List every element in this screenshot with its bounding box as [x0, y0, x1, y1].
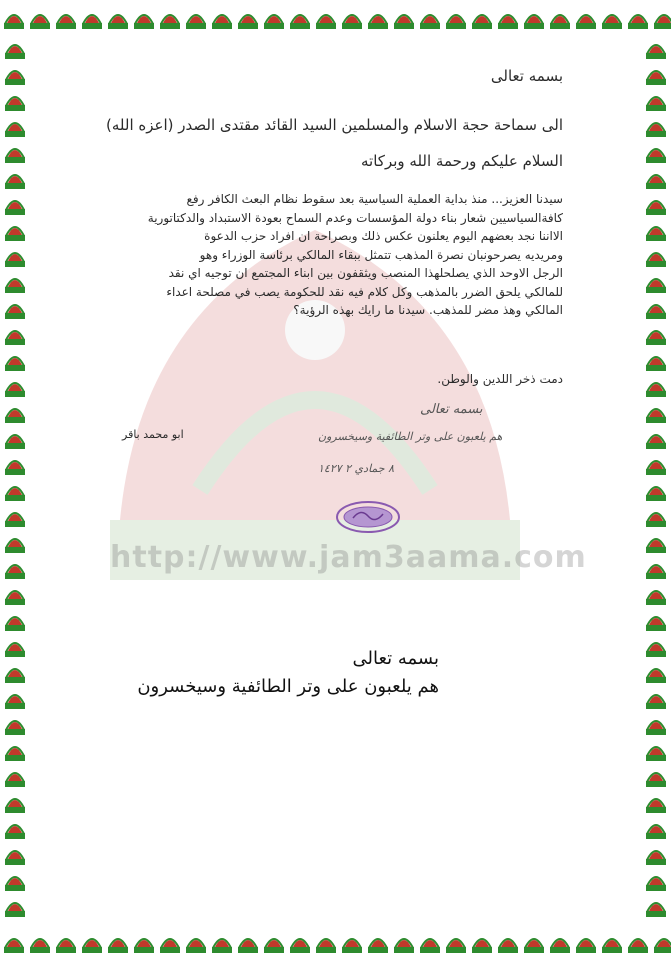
border-motif-icon [134, 939, 154, 953]
border-motif-icon [420, 15, 440, 29]
decorative-border-bottom [0, 930, 671, 960]
watermark-url: http://www.jam3aama.com [110, 540, 587, 575]
typed-transcription-line-1: بسمه تعالى [352, 648, 439, 669]
border-motif-icon [5, 279, 25, 293]
border-motif-icon [368, 939, 388, 953]
border-motif-icon [576, 15, 596, 29]
border-motif-icon [646, 71, 666, 85]
border-motif-icon [420, 939, 440, 953]
border-motif-icon [646, 539, 666, 553]
border-motif-icon [646, 331, 666, 345]
border-motif-icon [186, 939, 206, 953]
border-motif-icon [646, 747, 666, 761]
border-motif-icon [342, 939, 362, 953]
handwritten-line-2: هم يلعبون على وتر الطائفية وسيخسرون [318, 430, 503, 443]
border-motif-icon [5, 591, 25, 605]
border-motif-icon [5, 305, 25, 319]
border-motif-icon [5, 487, 25, 501]
border-motif-icon [646, 201, 666, 215]
body-line: المالكي وهذ مضر للمذهب. سيدنا ما رايك بهذه الرؤية؟ [293, 303, 563, 317]
body-line: الااننا نجد بعضهم اليوم يعلنون عكس ذلك وبصراحة ان افراد حزب الدعوة [204, 229, 563, 243]
border-motif-icon [5, 331, 25, 345]
border-motif-icon [5, 253, 25, 267]
border-motif-icon [264, 939, 284, 953]
letter-basmala: بسمه تعالى [490, 67, 563, 85]
border-motif-icon [212, 15, 232, 29]
border-motif-icon [5, 227, 25, 241]
border-motif-icon [646, 695, 666, 709]
border-motif-icon [646, 721, 666, 735]
border-motif-icon [446, 15, 466, 29]
border-motif-icon [290, 15, 310, 29]
border-motif-icon [646, 305, 666, 319]
border-motif-icon [5, 409, 25, 423]
border-motif-icon [550, 939, 570, 953]
border-motif-icon [5, 461, 25, 475]
letter-body [43, 190, 563, 320]
border-motif-icon [5, 513, 25, 527]
border-motif-icon [550, 15, 570, 29]
border-motif-icon [82, 939, 102, 953]
border-motif-icon [134, 15, 154, 29]
border-motif-icon [646, 877, 666, 891]
border-motif-icon [290, 939, 310, 953]
border-motif-icon [5, 45, 25, 59]
body-line: ومريديه يصرحونبان نصرة المذهب تتمثل ببقاء المالكي برئاسة الوزراء وهو [199, 247, 563, 262]
border-motif-icon [108, 939, 128, 953]
border-motif-icon [5, 201, 25, 215]
border-motif-icon [30, 15, 50, 29]
border-motif-icon [56, 939, 76, 953]
border-motif-icon [160, 939, 180, 953]
border-motif-icon [646, 357, 666, 371]
border-motif-icon [5, 799, 25, 813]
decorative-border-right [641, 0, 671, 960]
border-motif-icon [646, 383, 666, 397]
border-motif-icon [5, 71, 25, 85]
border-motif-icon [646, 773, 666, 787]
border-motif-icon [5, 435, 25, 449]
handwritten-date: ٨ جمادي ٢ ١٤٢٧ [318, 462, 394, 475]
border-motif-icon [602, 939, 622, 953]
border-motif-icon [264, 15, 284, 29]
border-motif-icon [646, 617, 666, 631]
border-motif-icon [316, 939, 336, 953]
border-motif-icon [316, 15, 336, 29]
border-motif-icon [5, 123, 25, 137]
border-motif-icon [5, 903, 25, 917]
border-motif-icon [212, 939, 232, 953]
border-motif-icon [646, 435, 666, 449]
border-motif-icon [646, 669, 666, 683]
border-motif-icon [524, 15, 544, 29]
border-motif-icon [5, 149, 25, 163]
border-motif-icon [5, 851, 25, 865]
border-motif-icon [472, 15, 492, 29]
border-motif-icon [646, 591, 666, 605]
letter-closing: دمت ذخر اللدين والوطن. [437, 372, 563, 386]
border-motif-icon [5, 721, 25, 735]
border-motif-icon [5, 669, 25, 683]
border-motif-icon [646, 851, 666, 865]
seal-stamp-icon [335, 500, 401, 534]
border-motif-icon [602, 15, 622, 29]
border-motif-icon [646, 643, 666, 657]
letter-signer: ابو محمد باقر [122, 428, 184, 441]
border-motif-icon [238, 15, 258, 29]
border-motif-icon [394, 939, 414, 953]
border-motif-icon [576, 939, 596, 953]
body-line: كافةالسياسيين شعار بناء دولة المؤسسات وعدم السماح بعودة الاستبداد والدكتاتورية [147, 210, 563, 225]
letter-addressee: الى سماحة حجة الاسلام والمسلمين السيد القائد مقتدى الصدر (اعزه الله) [106, 116, 563, 134]
border-motif-icon [646, 799, 666, 813]
border-motif-icon [646, 825, 666, 839]
border-motif-icon [5, 643, 25, 657]
border-motif-icon [646, 45, 666, 59]
border-motif-icon [238, 939, 258, 953]
border-motif-icon [108, 15, 128, 29]
border-motif-icon [498, 939, 518, 953]
border-motif-icon [5, 617, 25, 631]
border-motif-icon [646, 97, 666, 111]
border-motif-icon [646, 513, 666, 527]
body-line: الرجل الاوحد الذي يصلحلهذا المنصب ويثقفون بين ابناء المجتمع ان توجيه اي نقد [168, 266, 563, 280]
border-motif-icon [646, 175, 666, 189]
border-motif-icon [368, 15, 388, 29]
border-motif-icon [646, 253, 666, 267]
border-motif-icon [472, 939, 492, 953]
border-motif-icon [186, 15, 206, 29]
border-motif-icon [5, 383, 25, 397]
border-motif-icon [5, 773, 25, 787]
border-motif-icon [646, 409, 666, 423]
border-motif-icon [5, 877, 25, 891]
border-motif-icon [5, 695, 25, 709]
border-motif-icon [524, 939, 544, 953]
border-motif-icon [646, 227, 666, 241]
decorative-border-top [0, 0, 671, 36]
border-motif-icon [498, 15, 518, 29]
border-motif-icon [646, 461, 666, 475]
body-line: للمالكي يلحق الضرر بالمذهب وكل كلام فيه نقد للحكومة يصب في مصلحة اعداء [166, 284, 563, 299]
border-motif-icon [646, 903, 666, 917]
border-motif-icon [56, 15, 76, 29]
border-motif-icon [160, 15, 180, 29]
border-motif-icon [646, 487, 666, 501]
border-motif-icon [82, 15, 102, 29]
border-motif-icon [446, 939, 466, 953]
body-line: سيدنا العزيز... منذ بداية العملية السياسية بعد سقوط نظام البعث الكافر رفع [186, 192, 563, 206]
border-motif-icon [5, 539, 25, 553]
border-motif-icon [394, 15, 414, 29]
border-motif-icon [646, 149, 666, 163]
border-motif-icon [646, 279, 666, 293]
border-motif-icon [5, 747, 25, 761]
border-motif-icon [5, 565, 25, 579]
border-motif-icon [5, 357, 25, 371]
decorative-border-left [0, 0, 30, 960]
border-motif-icon [5, 97, 25, 111]
typed-transcription-line-2: هم يلعبون على وتر الطائفية وسيخسرون [137, 676, 439, 697]
border-motif-icon [646, 565, 666, 579]
border-motif-icon [5, 825, 25, 839]
letter-greeting: السلام عليكم ورحمة الله وبركاته [361, 152, 563, 170]
border-motif-icon [646, 123, 666, 137]
border-motif-icon [342, 15, 362, 29]
border-motif-icon [30, 939, 50, 953]
border-motif-icon [5, 175, 25, 189]
handwritten-line-1: بسمه تعالى [420, 402, 483, 417]
